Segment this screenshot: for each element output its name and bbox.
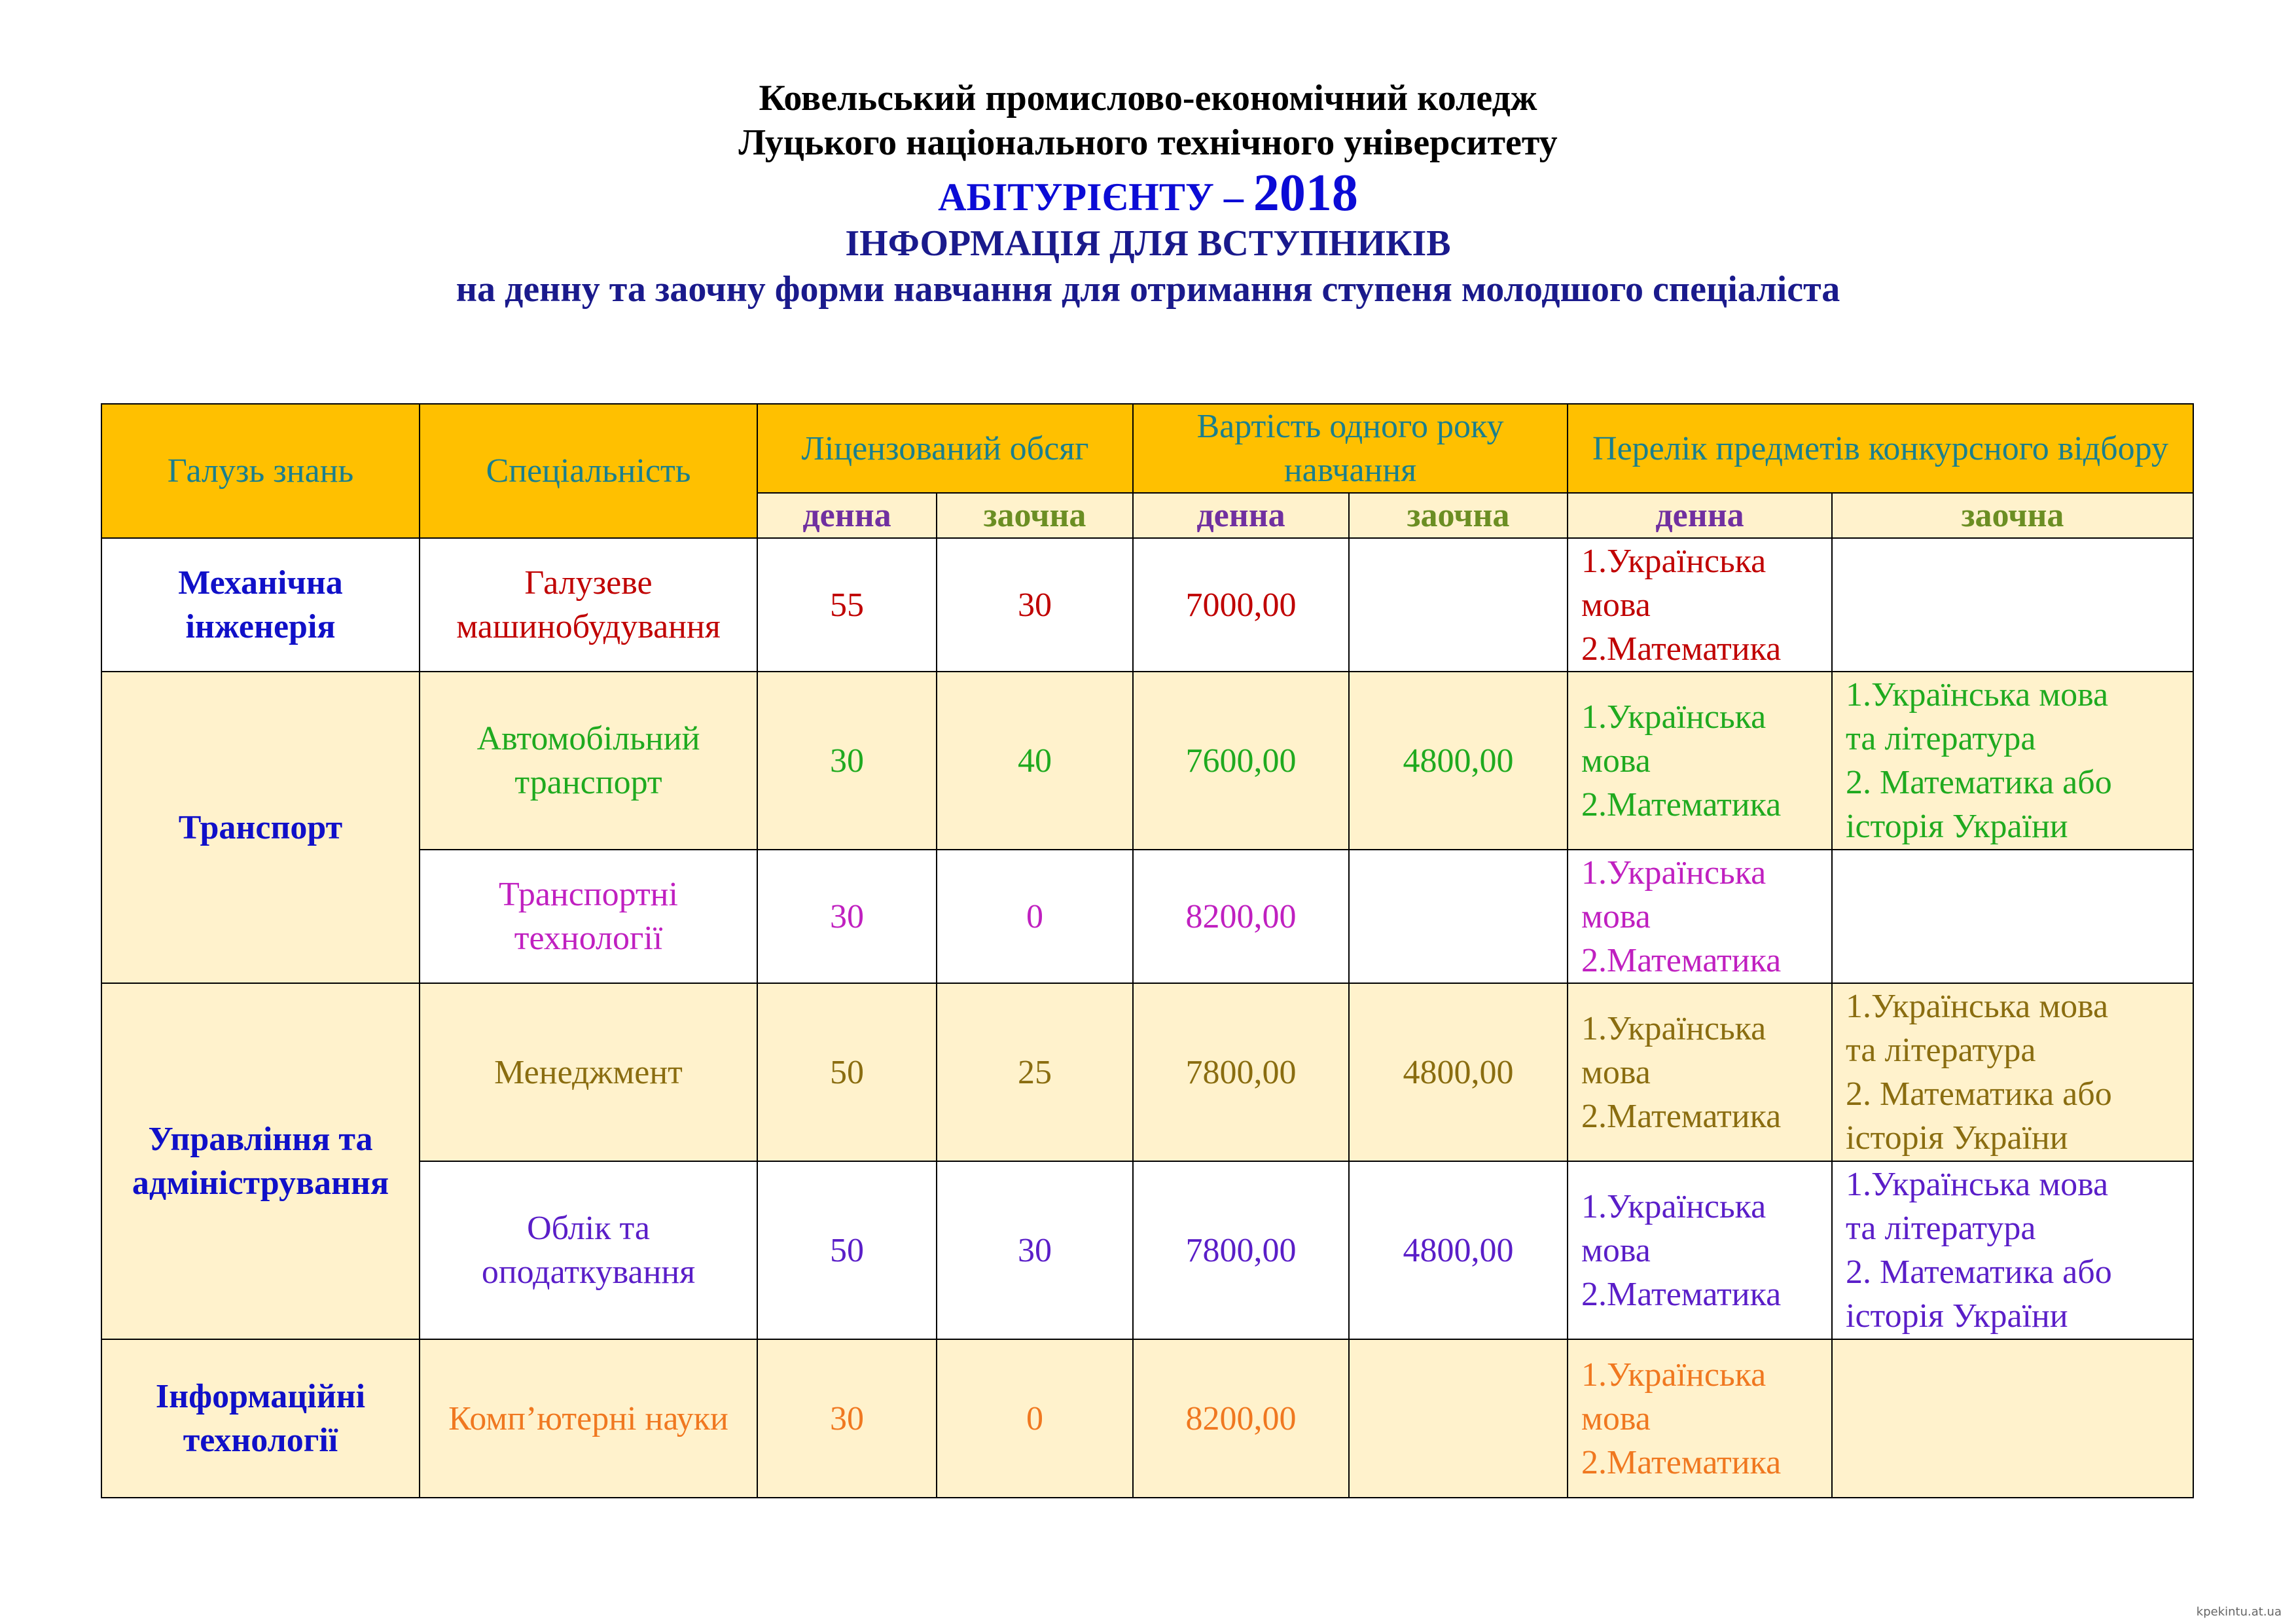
subj-day-cell: [1568, 1161, 1832, 1339]
field-cell: Управління та адміністрування: [101, 983, 420, 1339]
subj-ext-cell: [1832, 538, 2193, 672]
specialty-cell: Галузеве машинобудування: [420, 538, 757, 672]
subj-line: 1.Українська мова: [1846, 1166, 2109, 1203]
header-specialty: Спеціальність: [420, 404, 757, 538]
subj-day-cell: [1568, 850, 1832, 983]
subj-line: 2. Математика або: [1846, 1075, 2112, 1113]
lic-ext-cell: 0: [937, 850, 1133, 983]
specialty-cell: Комп’ютерні науки: [420, 1339, 757, 1498]
subj-day-cell: [1568, 538, 1832, 672]
admissions-table: [101, 403, 2194, 1498]
subj-line: 1.Українська: [1581, 1009, 1767, 1047]
lic-ext-cell: 25: [937, 983, 1133, 1161]
cost-ext-cell: [1349, 538, 1568, 672]
subheader-subj-ext: заочна: [1832, 493, 2193, 538]
subj-day-cell: [1568, 983, 1832, 1161]
subheader-cost-day: денна: [1133, 493, 1349, 538]
subheader-lic-day: денна: [757, 493, 937, 538]
subj-line: та література: [1846, 1032, 2036, 1069]
subj-line: історія України: [1846, 1297, 2068, 1335]
subj-line: та література: [1846, 1210, 2036, 1247]
cost-ext-cell: 4800,00: [1349, 1161, 1568, 1339]
subj-day-cell: [1568, 672, 1832, 850]
subj-line: 2.Математика: [1581, 1275, 1782, 1313]
cost-ext-cell: [1349, 1339, 1568, 1498]
subj-line: 2.Математика: [1581, 630, 1782, 668]
field-cell: Механічна інженерія: [101, 538, 420, 672]
cost-day-cell: 7800,00: [1133, 1161, 1349, 1339]
table-row: [101, 672, 2193, 850]
subj-line: 1.Українська мова: [1846, 988, 2109, 1025]
cost-day-cell: 8200,00: [1133, 1339, 1349, 1498]
university-name: Луцького національного технічного університету: [738, 122, 1558, 163]
subj-line: 1.Українська: [1581, 1356, 1767, 1394]
main-title-year: 2018: [1253, 164, 1358, 222]
main-title-text: АБІТУРІЄНТУ –: [938, 175, 1253, 219]
header-cost: Вартість одного року навчання: [1133, 404, 1568, 493]
subj-line: та література: [1846, 720, 2036, 757]
specialty-cell: Автомобільний транспорт: [420, 672, 757, 850]
header-row: [101, 404, 2193, 493]
subheader-subj-day: денна: [1568, 493, 1832, 538]
subj-line: 1.Українська: [1581, 542, 1767, 580]
cost-ext-cell: 4800,00: [1349, 672, 1568, 850]
subj-line: мова: [1581, 1231, 1651, 1269]
watermark: kpekintu.at.ua: [2196, 1605, 2282, 1619]
subj-line: мова: [1581, 1399, 1651, 1437]
subj-line: 2.Математика: [1581, 941, 1782, 979]
subj-ext-cell: [1832, 1339, 2193, 1498]
specialty-cell: Транспортні технології: [420, 850, 757, 983]
header-subjects: Перелік предметів конкурсного відбору: [1568, 404, 2193, 493]
subj-ext-cell: [1832, 850, 2193, 983]
subj-line: 1.Українська: [1581, 1187, 1767, 1225]
field-cell: Транспорт: [101, 672, 420, 983]
cost-day-cell: 8200,00: [1133, 850, 1349, 983]
subj-day-cell: [1568, 1339, 1832, 1498]
table-row: [101, 538, 2193, 672]
subj-line: мова: [1581, 897, 1651, 935]
subj-line: мова: [1581, 586, 1651, 624]
info-title: ІНФОРМАЦІЯ ДЛЯ ВСТУПНИКІВ: [845, 223, 1451, 264]
subj-line: 2.Математика: [1581, 785, 1782, 823]
subj-line: мова: [1581, 1053, 1651, 1091]
table-row: [101, 1339, 2193, 1498]
subj-line: історія України: [1846, 1119, 2068, 1157]
table-row: [101, 983, 2193, 1161]
subj-line: мова: [1581, 742, 1651, 780]
subj-line: 2. Математика або: [1846, 1254, 2112, 1291]
subj-ext-cell: [1832, 983, 2193, 1161]
lic-day-cell: 50: [757, 1161, 937, 1339]
subj-line: 1.Українська мова: [1846, 676, 2109, 713]
lic-ext-cell: 0: [937, 1339, 1133, 1498]
cost-ext-cell: 4800,00: [1349, 983, 1568, 1161]
subj-line: 1.Українська: [1581, 698, 1767, 736]
header-licensed: Ліцензований обсяг: [757, 404, 1133, 493]
main-title: [0, 164, 2296, 223]
subj-ext-cell: [1832, 1161, 2193, 1339]
subheader-cost-ext: заочна: [1349, 493, 1568, 538]
cost-ext-cell: [1349, 850, 1568, 983]
lic-day-cell: 30: [757, 850, 937, 983]
subj-line: історія України: [1846, 808, 2068, 845]
lic-ext-cell: 30: [937, 1161, 1133, 1339]
cost-day-cell: 7600,00: [1133, 672, 1349, 850]
subheader-lic-ext: заочна: [937, 493, 1133, 538]
lic-day-cell: 30: [757, 672, 937, 850]
field-cell: Інформаційні технології: [101, 1339, 420, 1498]
specialty-cell: Менеджмент: [420, 983, 757, 1161]
lic-day-cell: 50: [757, 983, 937, 1161]
header-field: Галузь знань: [101, 404, 420, 538]
subj-line: 2.Математика: [1581, 1097, 1782, 1135]
cost-day-cell: 7800,00: [1133, 983, 1349, 1161]
subj-line: 2.Математика: [1581, 1443, 1782, 1481]
subj-line: 2. Математика або: [1846, 764, 2112, 801]
subj-ext-cell: [1832, 672, 2193, 850]
college-name: Ковельський промислово-економічний коледж: [759, 78, 1537, 118]
lic-ext-cell: 40: [937, 672, 1133, 850]
lic-day-cell: 30: [757, 1339, 937, 1498]
cost-day-cell: 7000,00: [1133, 538, 1349, 672]
lic-day-cell: 55: [757, 538, 937, 672]
lic-ext-cell: 30: [937, 538, 1133, 672]
info-subtitle: на денну та заочну форми навчання для отримання ступеня молодшого спеціаліста: [456, 269, 1840, 310]
subj-line: 1.Українська: [1581, 854, 1767, 892]
specialty-cell: Облік та оподаткування: [420, 1161, 757, 1339]
